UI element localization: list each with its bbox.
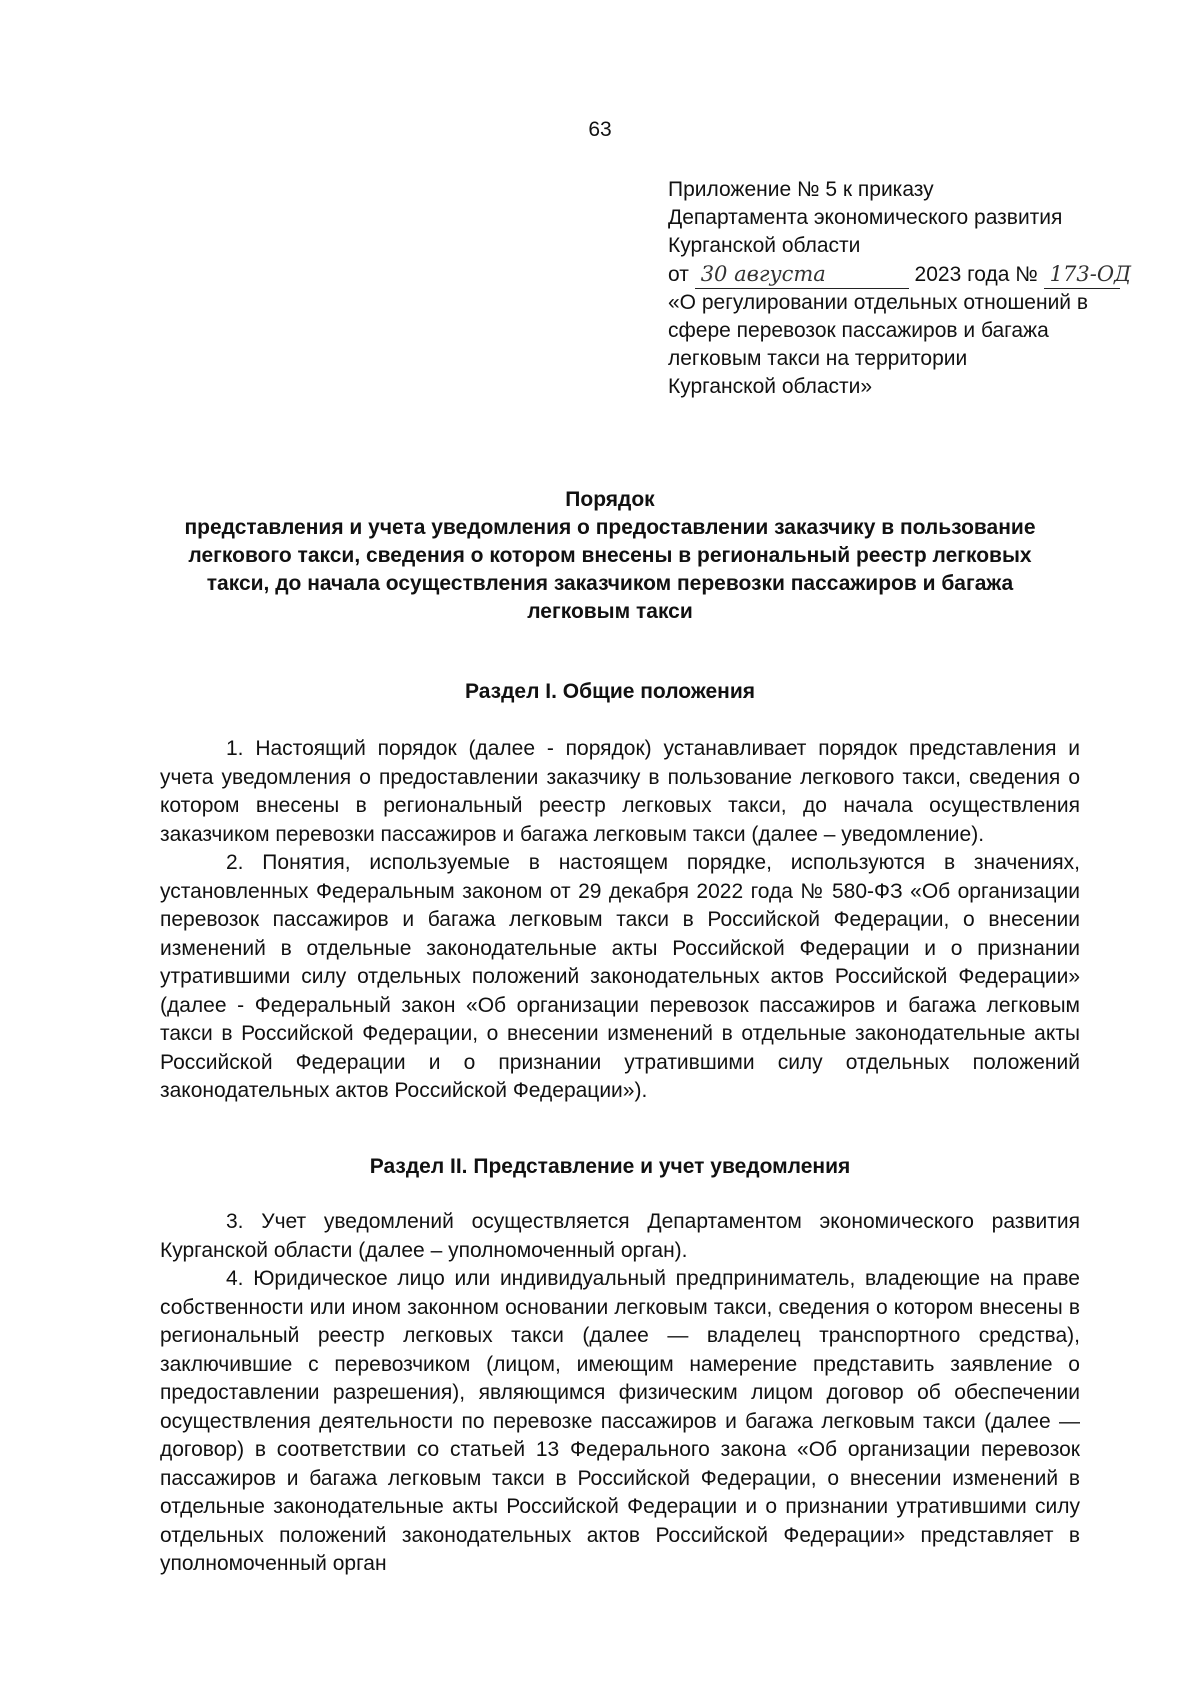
appendix-line-1: Приложение № 5 к приказу: [668, 178, 934, 201]
handwritten-date: 30 августа: [695, 260, 909, 289]
year-text: 2023 года №: [914, 263, 1038, 286]
appendix-line-3: Курганской области: [668, 234, 861, 257]
title-line-1: Порядок: [565, 488, 655, 511]
appendix-line-5: «О регулировании отдельных отношений в: [668, 291, 1089, 314]
appendix-line-6: сфере перевозок пассажиров и багажа: [668, 319, 1049, 342]
date-prefix: от: [668, 263, 689, 286]
handwritten-number: 173-ОД: [1044, 260, 1120, 289]
appendix-line-7: легковым такси на территории: [668, 347, 968, 370]
title-line-3: легкового такси, сведения о котором внесены в региональный реестр легковых: [188, 544, 1032, 567]
paragraph-1: 1. Настоящий порядок (далее - порядок) устанавливает порядок представления и учета уведомления о предоставлении заказчику в пользование легкового такси, сведения о котором внесены в региональный реестр легковых такси, до начала осуществления заказчиком перевозки пассажиров и багажа легковым такси (далее – уведомление).: [160, 737, 1080, 846]
section-1-heading: Раздел I. Общие положения: [465, 680, 755, 703]
title-line-2: представления и учета уведомления о предоставлении заказчику в пользование: [184, 516, 1036, 539]
title-line-5: легковым такси: [527, 600, 693, 623]
title-line-4: такси, до начала осуществления заказчиком перевозки пассажиров и багажа: [206, 572, 1014, 595]
section-1-body: [160, 735, 1080, 1106]
page-number: 63: [588, 118, 612, 141]
paragraph-2: 2. Понятия, используемые в настоящем порядке, используются в значениях, установленных Федеральным законом от 29 декабря 2022 года № 580-ФЗ «Об организации перевозок пассажиров и багажа легковым такси в Российской Федерации, о внесении изменений в отдельные законодательные акты Российской Федерации и о признании утратившими силу отдельных положений законодательных актов Российской Федерации» (далее - Федеральный закон «Об организации перевозок пассажиров и багажа легковым такси в Российской Федерации, о внесении изменений в отдельные законодательные акты Российской Федерации и о признании утратившими силу отдельных положений законодательных актов Российской Федерации»).: [160, 851, 1080, 1102]
document-title: [150, 486, 1070, 626]
appendix-line-8: Курганской области»: [668, 375, 873, 398]
appendix-block: [668, 176, 1168, 401]
section-2-heading: Раздел II. Представление и учет уведомления: [369, 1155, 851, 1178]
paragraph-4: 4. Юридическое лицо или индивидуальный предприниматель, владеющие на праве собственности или ином законном основании легковым такси, сведения о котором внесены в региональный реестр легковых такси (далее — владелец транспортного средства), заключившие с перевозчиком (лицом, имеющим намерение представить заявление о предоставлении разрешения), являющимся физическим лицом договор об обеспечении осуществления деятельности по перевозке пассажиров и багажа легковым такси (далее — договор) в соответствии со статьей 13 Федерального закона «Об организации перевозок пассажиров и багажа легковым такси в Российской Федерации, о внесении изменений в отдельные законодательные акты Российской Федерации и о признании утратившими силу отдельных положений законодательных актов Российской Федерации» представляет в уполномоченный орган: [160, 1267, 1080, 1575]
appendix-date-line: [668, 260, 1168, 289]
section-2-body: [160, 1208, 1080, 1579]
appendix-line-2: Департамента экономического развития: [668, 206, 1063, 229]
paragraph-3: 3. Учет уведомлений осуществляется Департаментом экономического развития Курганской области (далее – уполномоченный орган).: [160, 1210, 1080, 1262]
